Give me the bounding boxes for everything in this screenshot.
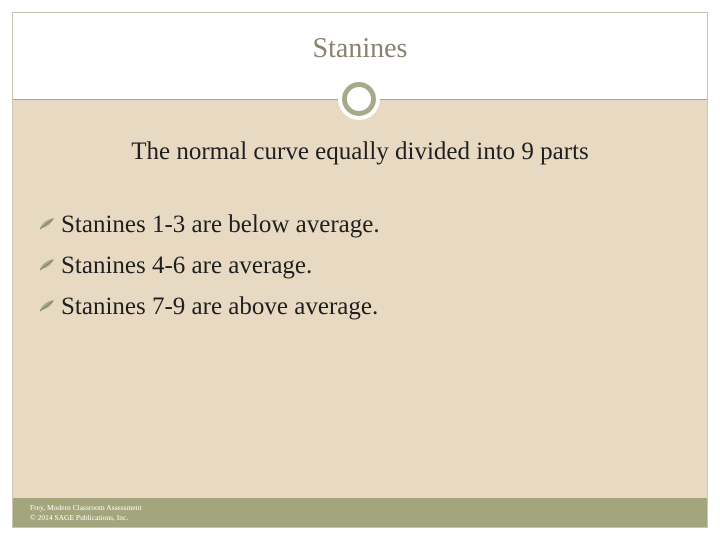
leaf-bullet-icon bbox=[38, 297, 56, 315]
bullet-item bbox=[38, 286, 380, 327]
slide-title: Stanines bbox=[312, 33, 408, 64]
leaf-bullet-icon bbox=[38, 215, 56, 233]
footer-line-1: Frey, Modern Classroom Assessment bbox=[30, 503, 142, 512]
slide-subtitle: The normal curve equally divided into 9 parts bbox=[131, 138, 589, 165]
footer-line-2: © 2014 SAGE Publications, Inc. bbox=[30, 513, 129, 522]
bullet-text: Stanines 7-9 are above average. bbox=[61, 293, 379, 320]
bullet-item bbox=[38, 204, 380, 245]
ring-icon bbox=[342, 82, 376, 116]
bullet-list bbox=[38, 204, 380, 327]
bullet-text: Stanines 1-3 are below average. bbox=[61, 211, 380, 238]
footer-credit bbox=[30, 503, 142, 523]
leaf-bullet-icon bbox=[38, 256, 56, 274]
bullet-text: Stanines 4-6 are average. bbox=[61, 252, 313, 279]
bullet-item bbox=[38, 245, 380, 286]
